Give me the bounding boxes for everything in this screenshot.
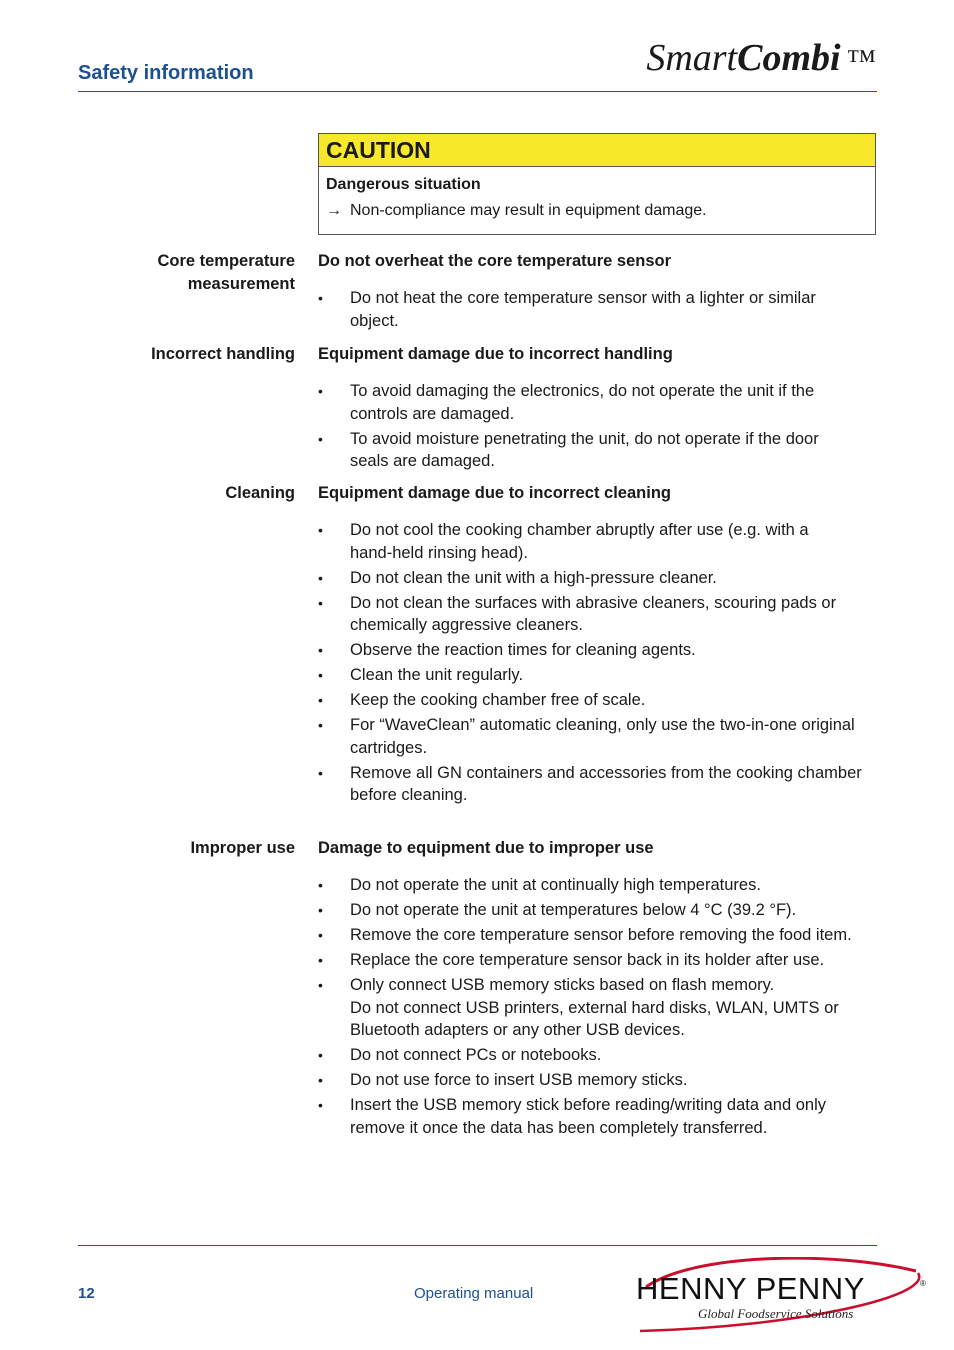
bullet-item bbox=[318, 1044, 878, 1067]
bullet-text: Do not clean the surfaces with abrasive cleaners, scouring pads or chemically aggressive cleaners. bbox=[350, 593, 837, 634]
bullet-icon: • bbox=[318, 692, 323, 708]
bullet-text: Do not clean the unit with a high-pressure cleaner. bbox=[350, 568, 717, 587]
bullet-item bbox=[318, 592, 878, 637]
bullet-icon: • bbox=[318, 522, 323, 538]
bullet-item bbox=[318, 689, 878, 712]
section-heading: Equipment damage due to incorrect handling bbox=[318, 345, 673, 363]
bullet-icon: • bbox=[318, 642, 323, 658]
page-number: 12 bbox=[78, 1285, 95, 1302]
bullet-icon: • bbox=[318, 764, 323, 781]
bullet-text: Do not heat the core temperature sensor with a lighter or similar object. bbox=[350, 289, 816, 330]
caution-label: CAUTION bbox=[319, 134, 875, 167]
logo-tagline: Global Foodservice Solutions bbox=[698, 1306, 854, 1321]
section-title: Safety information bbox=[78, 62, 254, 84]
bullet-list bbox=[318, 874, 878, 1139]
bullet-icon: • bbox=[318, 977, 323, 993]
bullet-item bbox=[318, 1069, 878, 1092]
bullet-item bbox=[318, 380, 878, 425]
arrow-right-icon: → bbox=[326, 202, 342, 219]
bullet-icon: • bbox=[318, 667, 323, 683]
bullet-text: Clean the unit regularly. bbox=[350, 666, 524, 684]
bullet-icon: • bbox=[318, 927, 323, 943]
section-body bbox=[318, 250, 878, 335]
bullet-icon: • bbox=[318, 569, 323, 586]
bullet-text: Remove the core temperature sensor before removing the food item. bbox=[350, 926, 852, 944]
bullet-icon: • bbox=[318, 383, 323, 399]
section-side-label: Improper use bbox=[190, 839, 295, 857]
bullet-icon: • bbox=[318, 1047, 323, 1063]
footer-rule bbox=[78, 1245, 877, 1246]
bullet-icon: • bbox=[318, 594, 323, 611]
bullet-item bbox=[318, 287, 878, 332]
document-type: Operating manual bbox=[414, 1285, 534, 1302]
header-rule bbox=[78, 91, 877, 92]
bullet-text: Do not cool the cooking chamber abruptly after use (e.g. with a hand-held rinsing head). bbox=[350, 521, 809, 562]
bullet-icon: • bbox=[318, 902, 323, 918]
bullet-list bbox=[318, 287, 878, 332]
bullet-item bbox=[318, 762, 878, 807]
section-heading: Damage to equipment due to improper use bbox=[318, 839, 654, 857]
brand-bold: Combi bbox=[737, 37, 841, 79]
caution-subtitle: Dangerous situation bbox=[326, 176, 481, 193]
bullet-text: To avoid moisture penetrating the unit, do not operate if the door seals are damaged. bbox=[350, 429, 819, 470]
bullet-text: Observe the reaction times for cleaning agents. bbox=[350, 641, 696, 659]
bullet-item bbox=[318, 949, 878, 972]
bullet-item bbox=[318, 714, 878, 759]
bullet-text: For “WaveClean” automatic cleaning, only use the two-in-one original cartridges. bbox=[350, 716, 855, 757]
bullet-list bbox=[318, 380, 878, 473]
bullet-icon: • bbox=[318, 1072, 323, 1088]
logo-name: HENNY PENNY bbox=[636, 1271, 865, 1306]
bullet-text: Only connect USB memory sticks based on flash memory. Do not connect USB printers, external hard disks, WLAN, UMTS or Bluetooth adapters or any other USB devices. bbox=[350, 976, 839, 1039]
bullet-text: Do not use force to insert USB memory sticks. bbox=[350, 1071, 688, 1089]
brand-logo bbox=[646, 36, 876, 80]
bullet-text: Remove all GN containers and accessories from the cooking chamber before cleaning. bbox=[350, 763, 862, 804]
bullet-item bbox=[318, 519, 878, 564]
section-body bbox=[318, 482, 878, 809]
brand-trademark: ™ bbox=[846, 44, 876, 77]
bullet-icon: • bbox=[318, 290, 323, 306]
bullet-item bbox=[318, 899, 878, 922]
bullet-icon: • bbox=[318, 717, 323, 733]
caution-box bbox=[318, 133, 876, 235]
bullet-text: Insert the USB memory stick before reading/writing data and only remove it once the data has been completely transferred. bbox=[350, 1096, 826, 1137]
bullet-item bbox=[318, 974, 878, 1042]
bullet-text: Do not operate the unit at continually high temperatures. bbox=[350, 876, 761, 894]
bullet-text: To avoid damaging the electronics, do not operate the unit if the controls are damaged. bbox=[350, 382, 815, 423]
bullet-icon: • bbox=[318, 430, 323, 447]
brand-light: Smart bbox=[646, 37, 738, 79]
bullet-text: Do not operate the unit at temperatures below 4 °C (39.2 °F). bbox=[350, 901, 797, 919]
bullet-list bbox=[318, 519, 878, 807]
bullet-icon: • bbox=[318, 952, 323, 968]
section-side-label: Cleaning bbox=[225, 484, 295, 502]
bullet-item bbox=[318, 639, 878, 662]
bullet-item bbox=[318, 567, 878, 590]
henny-penny-logo bbox=[634, 1257, 930, 1333]
registered-mark: ® bbox=[920, 1279, 926, 1288]
section-body bbox=[318, 343, 878, 475]
bullet-text: Keep the cooking chamber free of scale. bbox=[350, 691, 646, 709]
bullet-icon: • bbox=[318, 1097, 323, 1113]
bullet-item bbox=[318, 1094, 878, 1139]
bullet-item bbox=[318, 924, 878, 947]
section-heading: Equipment damage due to incorrect cleaning bbox=[318, 484, 671, 502]
caution-line bbox=[326, 202, 875, 220]
bullet-text: Do not connect PCs or notebooks. bbox=[350, 1046, 602, 1064]
bullet-item bbox=[318, 428, 878, 473]
section-side-label: Core temperature measurement bbox=[157, 252, 295, 293]
section-side-label: Incorrect handling bbox=[151, 345, 295, 363]
section-heading: Do not overheat the core temperature sensor bbox=[318, 252, 672, 270]
section-body bbox=[318, 837, 878, 1142]
bullet-item bbox=[318, 664, 878, 687]
bullet-text: Replace the core temperature sensor back in its holder after use. bbox=[350, 951, 825, 969]
bullet-item bbox=[318, 874, 878, 897]
bullet-icon: • bbox=[318, 877, 323, 893]
caution-text: Non-compliance may result in equipment damage. bbox=[350, 202, 707, 219]
